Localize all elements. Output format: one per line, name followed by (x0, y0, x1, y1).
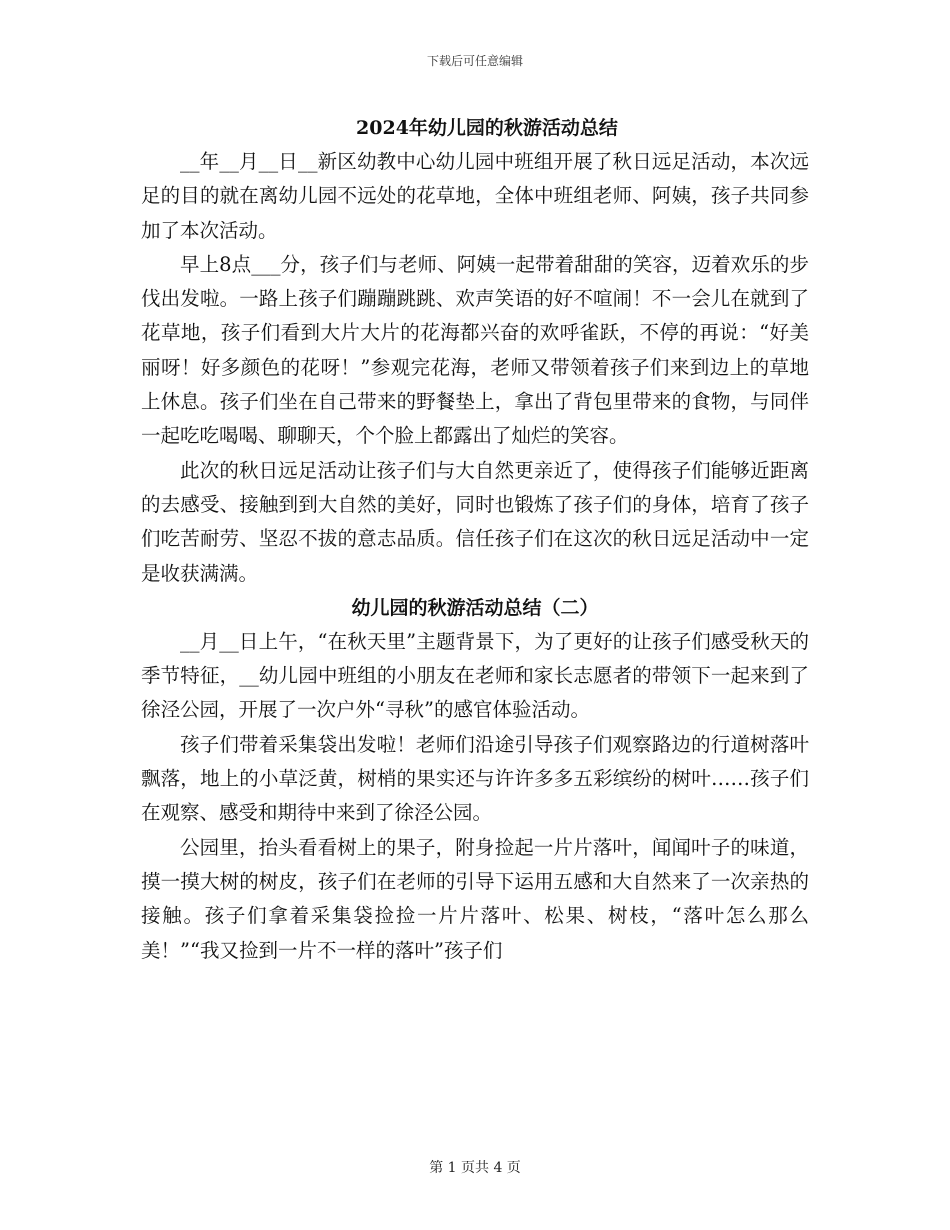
page-footer: 第 1 页共 4 页 (429, 1160, 521, 1176)
section1-paragraph-1: __年__月__日__新区幼教中心幼儿园中班组开展了秋日远足活动，本次远足的目的就在离幼儿园不远处的花草地，全体中班组老师、阿姨，孩子共同参加了本次活动。 (141, 150, 809, 242)
section1-paragraph-2: 早上8点___分，孩子们与老师、阿姨一起带着甜甜的笑容，迈着欢乐的步伐出发啦。一路上孩子们蹦蹦跳跳、欢声笑语的好不喧闹！不一会儿在就到了花草地，孩子们看到大片大片的花海都兴奋的欢呼雀跃，不停的再说：“好美丽呀！好多颜色的花呀！”参观完花海，老师又带领着孩子们来到边上的草地上休息。孩子们坐在自己带来的野餐垫上，拿出了背包里带来的食物，与同伴一起吃吃喝喝、聊聊天，个个脸上都露出了灿烂的笑容。 (141, 252, 809, 448)
section2-paragraph-1: __月__日上午，“在秋天里”主题背景下，为了更好的让孩子们感受秋天的季节特征，__幼儿园中班组的小朋友在老师和家长志愿者的带领下一起来到了徐泾公园，开展了一次户外“寻秋”的感官体验活动。 (141, 629, 809, 722)
page-header: 下载后可任意编辑 (426, 54, 523, 68)
section1-title: 2024年幼儿园的秋游活动总结 (356, 117, 618, 139)
section1-paragraph-3: 此次的秋日远足活动让孩子们与大自然更亲近了，使得孩子们能够近距离的去感受、接触到到大自然的美好，同时也锻炼了孩子们的身体，培育了孩子们吃苦耐劳、坚忍不拔的意志品质。信任孩子们在这次的秋日远足活动中一定是收获满满。 (141, 458, 809, 585)
section2-paragraph-3: 公园里，抬头看看树上的果子，附身捡起一片片落叶，闻闻叶子的味道，摸一摸大树的树皮，孩子们在老师的引导下运用五感和大自然来了一次亲热的接触。孩子们拿着采集袋捡捡一片片落叶、松果、树枝，“落叶怎么那么美！”“我又捡到一片不一样的落叶”孩子们 (141, 835, 809, 962)
section2-title: 幼儿园的秋游活动总结（二） (351, 596, 599, 619)
section2-paragraph-2: 孩子们带着采集袋出发啦！老师们沿途引导孩子们观察路边的行道树落叶飘落，地上的小草泛黄，树梢的果实还与许许多多五彩缤纷的树叶……孩子们在观察、感受和期待中来到了徐泾公园。 (141, 732, 809, 825)
document-body (141, 111, 809, 968)
